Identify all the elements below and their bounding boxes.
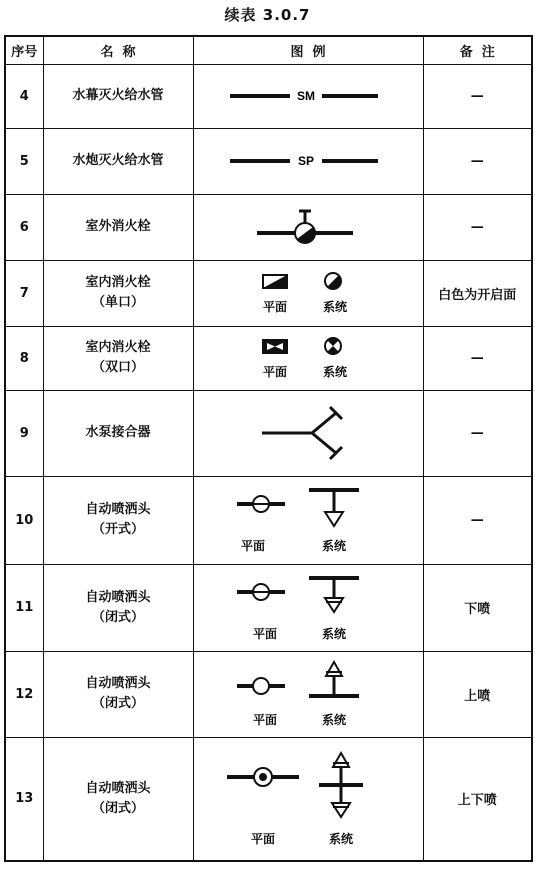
header-remark: 备 注 <box>423 36 532 64</box>
system-label: 系统 <box>328 831 354 846</box>
plan-label: 平面 <box>250 831 276 846</box>
row-legend <box>193 326 423 390</box>
table-row <box>5 260 532 326</box>
table-row <box>5 64 532 128</box>
row-legend <box>193 651 423 737</box>
table-caption: 续表 3.0.7 <box>224 6 311 24</box>
system-label: 系统 <box>322 365 348 379</box>
plan-label: 平面 <box>252 626 278 641</box>
row-remark: — <box>423 128 532 194</box>
plan-label: 平面 <box>252 713 278 727</box>
row-seq: 4 <box>5 64 43 128</box>
row-name: 室内消火栓 （单口） <box>43 260 193 326</box>
row-legend <box>193 260 423 326</box>
row-seq: 9 <box>5 390 43 476</box>
header-seq: 序号 <box>5 36 43 64</box>
sprinkler-closed-updown-icon <box>223 747 393 851</box>
row-name: 水幕灭火给水管 <box>43 64 193 128</box>
row-legend <box>193 64 423 128</box>
table-row <box>5 476 532 564</box>
pipe-sm-label: SM <box>297 89 315 103</box>
header-legend: 图 例 <box>193 36 423 64</box>
pipe-sm-icon <box>228 86 388 106</box>
sprinkler-open-icon <box>233 484 383 556</box>
row-remark: — <box>423 64 532 128</box>
row-legend <box>193 194 423 260</box>
row-name: 室外消火栓 <box>43 194 193 260</box>
row-remark: 白色为开启面 <box>423 260 532 326</box>
row-legend <box>193 737 423 861</box>
pipe-sp-icon <box>228 151 388 171</box>
row-seq: 12 <box>5 651 43 737</box>
row-seq: 13 <box>5 737 43 861</box>
indoor-hydrant-double-icon <box>243 334 373 382</box>
table-row <box>5 128 532 194</box>
row-remark: 上下喷 <box>423 737 532 861</box>
row-legend <box>193 128 423 194</box>
plan-label: 平面 <box>262 300 288 314</box>
table-row <box>5 390 532 476</box>
indoor-hydrant-single-icon <box>243 269 373 317</box>
pipe-sp-label: SP <box>297 154 315 168</box>
row-seq: 6 <box>5 194 43 260</box>
table-row <box>5 194 532 260</box>
row-remark: — <box>423 326 532 390</box>
header-name: 名 称 <box>43 36 193 64</box>
system-label: 系统 <box>322 300 348 314</box>
row-seq: 11 <box>5 564 43 651</box>
row-name: 水炮灭火给水管 <box>43 128 193 194</box>
table-row <box>5 564 532 651</box>
row-seq: 8 <box>5 326 43 390</box>
row-name: 自动喷洒头 （闭式） <box>43 564 193 651</box>
outdoor-hydrant-icon <box>253 207 363 247</box>
row-remark: — <box>423 476 532 564</box>
table-row <box>5 326 532 390</box>
row-remark: 下喷 <box>423 564 532 651</box>
table-row <box>5 737 532 861</box>
sprinkler-closed-down-icon <box>233 572 383 644</box>
header-row <box>5 36 532 64</box>
row-seq: 5 <box>5 128 43 194</box>
legend-table <box>4 35 533 862</box>
row-name: 自动喷洒头 （闭式） <box>43 651 193 737</box>
system-label: 系统 <box>321 539 347 553</box>
row-remark: 上喷 <box>423 651 532 737</box>
row-remark: — <box>423 390 532 476</box>
row-legend <box>193 564 423 651</box>
row-seq: 10 <box>5 476 43 564</box>
table-row <box>5 651 532 737</box>
row-name: 室内消火栓 （双口） <box>43 326 193 390</box>
system-label: 系统 <box>321 626 347 641</box>
row-name: 自动喷洒头 （闭式） <box>43 737 193 861</box>
row-name: 水泵接合器 <box>43 390 193 476</box>
plan-label: 平面 <box>240 539 266 553</box>
row-legend <box>193 476 423 564</box>
system-label: 系统 <box>321 713 347 727</box>
plan-label: 平面 <box>262 365 288 379</box>
pump-connector-icon <box>258 403 358 463</box>
row-seq: 7 <box>5 260 43 326</box>
row-legend <box>193 390 423 476</box>
row-remark: — <box>423 194 532 260</box>
row-name: 自动喷洒头 （开式） <box>43 476 193 564</box>
sprinkler-closed-up-icon <box>233 658 383 730</box>
